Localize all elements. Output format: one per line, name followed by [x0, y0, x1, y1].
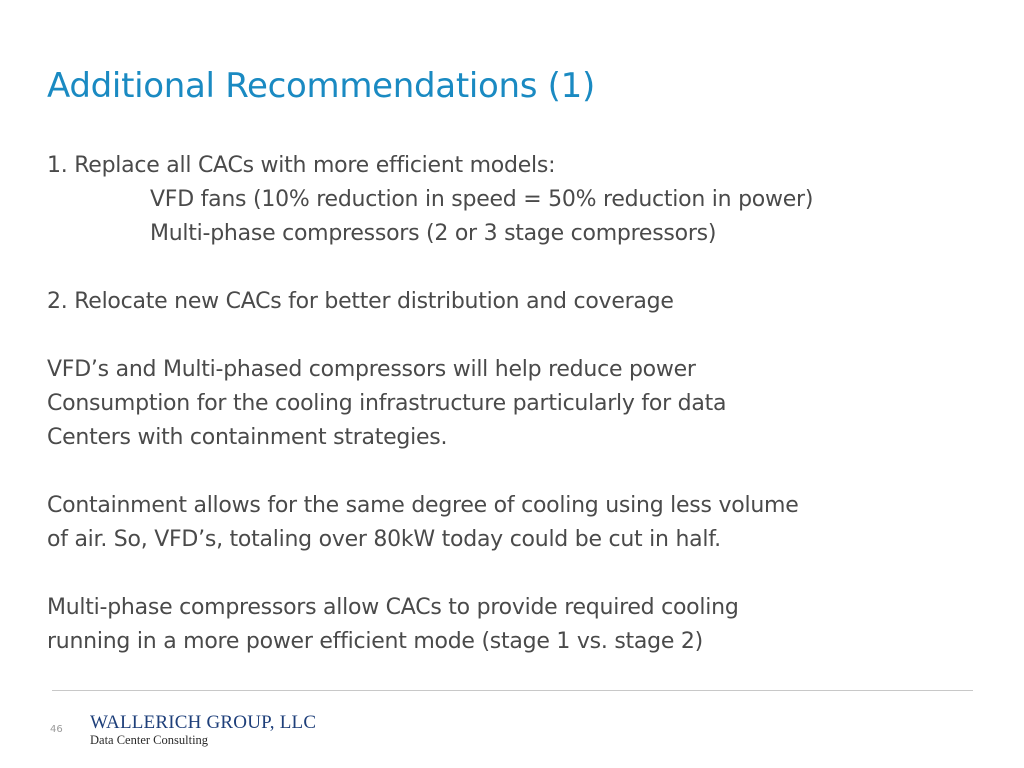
- company-logo: [90, 713, 320, 747]
- spacer: [47, 319, 992, 353]
- item-1-heading: 1. Replace all CACs with more efficient models:: [47, 153, 556, 178]
- paragraph-1-line-3: Centers with containment strategies.: [47, 425, 448, 450]
- paragraph-1-line-1: VFD’s and Multi-phased compressors will help reduce power: [47, 357, 696, 382]
- company-tagline: Data Center Consulting: [90, 733, 209, 747]
- slide-body: [47, 149, 992, 659]
- paragraph-3-line-1: Multi-phase compressors allow CACs to provide required cooling: [47, 595, 739, 620]
- spacer: [47, 251, 992, 285]
- slide-title: Additional Recommendations (1): [47, 66, 595, 106]
- paragraph-2-line-2: of air. So, VFD’s, totaling over 80kW today could be cut in half.: [47, 527, 721, 552]
- spacer: [47, 557, 992, 591]
- item-2-heading: 2. Relocate new CACs for better distribution and coverage: [47, 289, 674, 314]
- spacer: [47, 455, 992, 489]
- company-name: WALLERICH GROUP, LLC: [90, 712, 317, 733]
- footer-divider: [52, 690, 973, 691]
- paragraph-1-line-2: Consumption for the cooling infrastructure particularly for data: [47, 391, 727, 416]
- paragraph-3-line-2: running in a more power efficient mode (stage 1 vs. stage 2): [47, 629, 703, 654]
- item-1-sub-compressors: Multi-phase compressors (2 or 3 stage compressors): [150, 221, 717, 246]
- page-number: 46: [50, 724, 63, 735]
- paragraph-2-line-1: Containment allows for the same degree of cooling using less volume: [47, 493, 799, 518]
- item-1-sub-vfd-fans: VFD fans (10% reduction in speed = 50% reduction in power): [150, 187, 814, 212]
